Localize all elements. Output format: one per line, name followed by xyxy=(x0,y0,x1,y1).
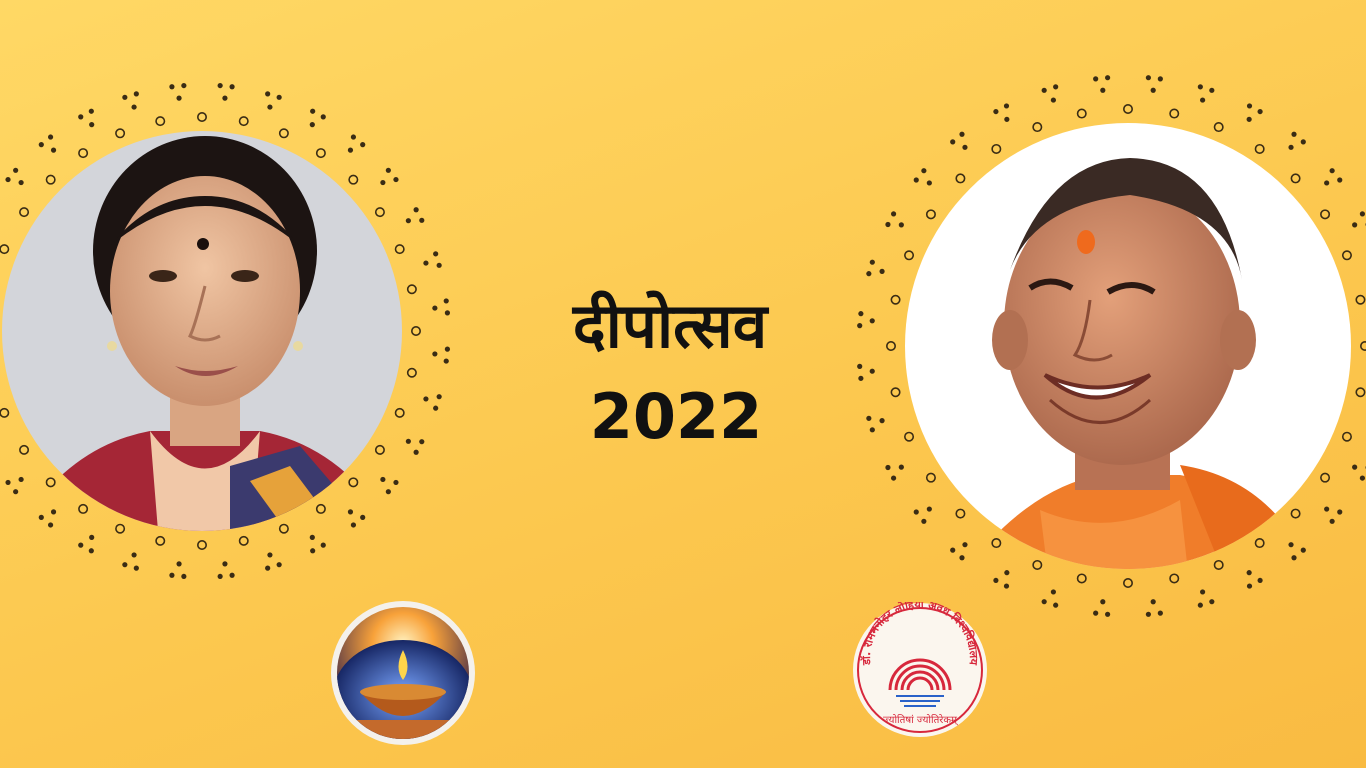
right-portrait xyxy=(850,70,1366,630)
university-seal-icon xyxy=(852,602,988,738)
ring-dot xyxy=(181,574,186,579)
ring-dot xyxy=(218,574,223,579)
poster-year: 2022 xyxy=(589,380,763,453)
university-seal-logo xyxy=(852,602,988,738)
ring-dot xyxy=(445,347,450,352)
title-block xyxy=(500,290,840,472)
ring-dot xyxy=(445,310,450,315)
right-portrait-frame xyxy=(850,70,1366,630)
left-portrait-frame xyxy=(0,86,440,566)
diya-logo xyxy=(330,600,476,746)
ring-dot xyxy=(229,573,234,578)
left-portrait xyxy=(0,86,440,566)
ring-dot xyxy=(444,358,449,363)
poster-title: दीपोत्सव xyxy=(572,289,768,362)
seal-text-top: डॉ. राममनोहर लोहिया अवध विश्वविद्यालय xyxy=(859,602,981,666)
diya-emblem-icon xyxy=(330,600,476,746)
ring-dot xyxy=(169,573,174,578)
ring-dot xyxy=(134,566,139,571)
ring-dot xyxy=(444,298,449,303)
ring-dot xyxy=(265,566,270,571)
seal-text-bottom: ज्योतिषां ज्योतिरेकम् xyxy=(882,715,958,726)
